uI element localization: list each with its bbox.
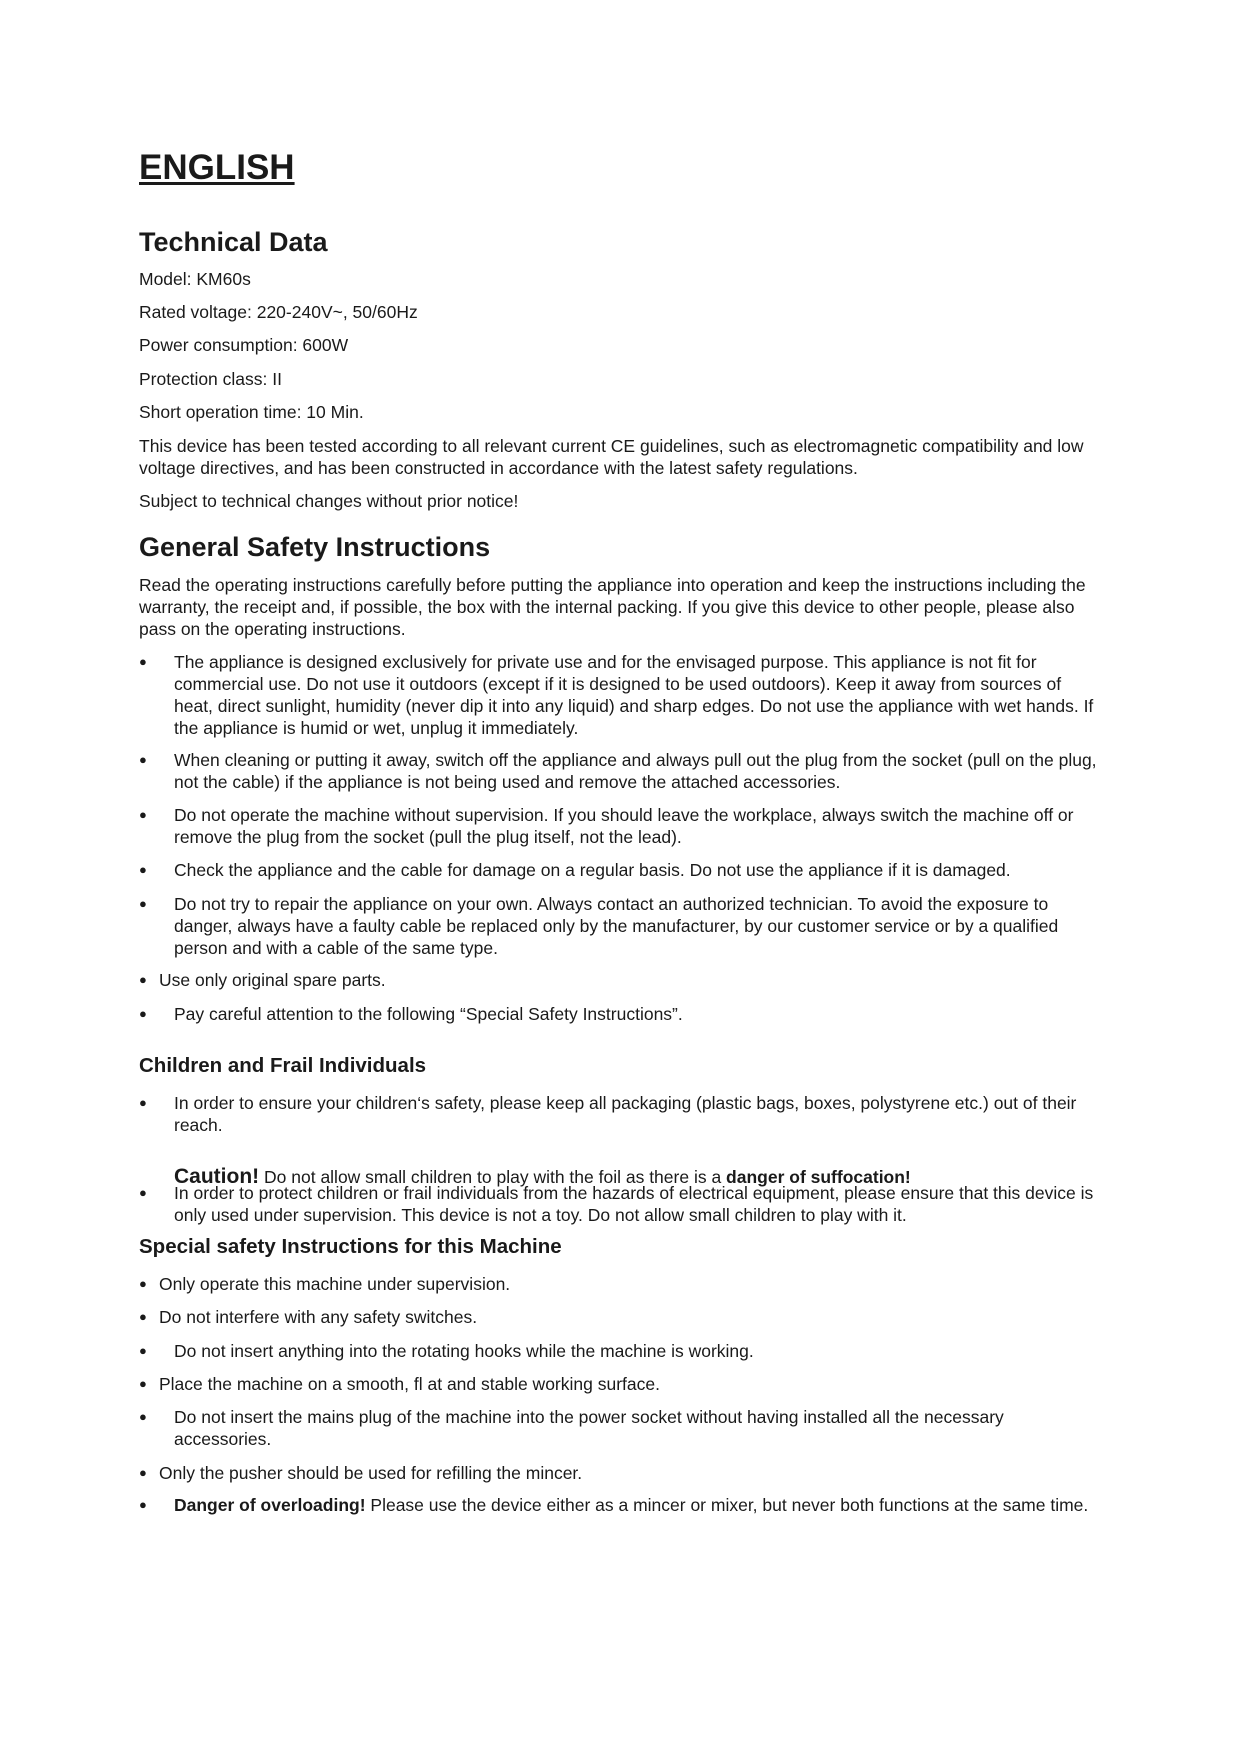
general-safety-intro: Read the operating instructions carefully before putting the appliance into operation and keep the instructions including the warranty, the receipt and, if possible, the box with the internal packing. If you give this device to other people, please also pass on the operating instructions. xyxy=(139,575,1086,639)
ce-statement: This device has been tested according to all relevant current CE guidelines, such as electromagnetic compatibility and low voltage directives, and has been constructed in accordance with the latest safety regulations. xyxy=(139,436,1084,478)
danger-text: danger of suffocation! xyxy=(726,1166,911,1187)
bullet-icon: ● xyxy=(139,1465,147,1480)
general-safety-heading: General Safety Instructions xyxy=(139,532,491,562)
power-line: Power consumption: 600W xyxy=(139,335,349,355)
bullet-icon: ● xyxy=(139,1409,147,1424)
operation-time-line: Short operation time: 10 Min. xyxy=(139,402,364,422)
bullet-icon: ● xyxy=(139,1185,147,1200)
bullet-icon: ● xyxy=(139,1006,147,1021)
overloading-warning: Danger of overloading! xyxy=(174,1495,366,1515)
subject-note: Subject to technical changes without prior notice! xyxy=(139,491,519,511)
bullet-icon: ● xyxy=(139,1497,147,1512)
caution-label: Caution! xyxy=(174,1164,260,1188)
bullet-icon: ● xyxy=(139,896,147,911)
bullet-icon: ● xyxy=(139,1309,147,1324)
rated-voltage-line: Rated voltage: 220-240V~, 50/60Hz xyxy=(139,302,418,322)
bullet-icon: ● xyxy=(139,752,147,767)
model-line: Model: KM60s xyxy=(139,269,251,289)
bullet-icon: ● xyxy=(139,654,147,669)
caution-note: Caution! Do not allow small children to play with the foil as there is a danger of suffocation! xyxy=(174,1164,911,1188)
bullet-icon: ● xyxy=(139,862,147,877)
bullet-icon: ● xyxy=(139,1376,147,1391)
bullet-icon: ● xyxy=(139,1343,147,1358)
special-safety-heading: Special safety Instructions for this Machine xyxy=(139,1235,562,1258)
children-heading: Children and Frail Individuals xyxy=(139,1054,427,1077)
bullet-icon: ● xyxy=(139,972,147,987)
bullet-icon: ● xyxy=(139,1276,147,1291)
technical-data-heading: Technical Data xyxy=(139,227,328,257)
language-heading: ENGLISH xyxy=(139,148,295,187)
bullet-icon: ● xyxy=(139,1095,147,1110)
bullet-icon: ● xyxy=(139,807,147,822)
protection-line: Protection class: II xyxy=(139,369,282,389)
